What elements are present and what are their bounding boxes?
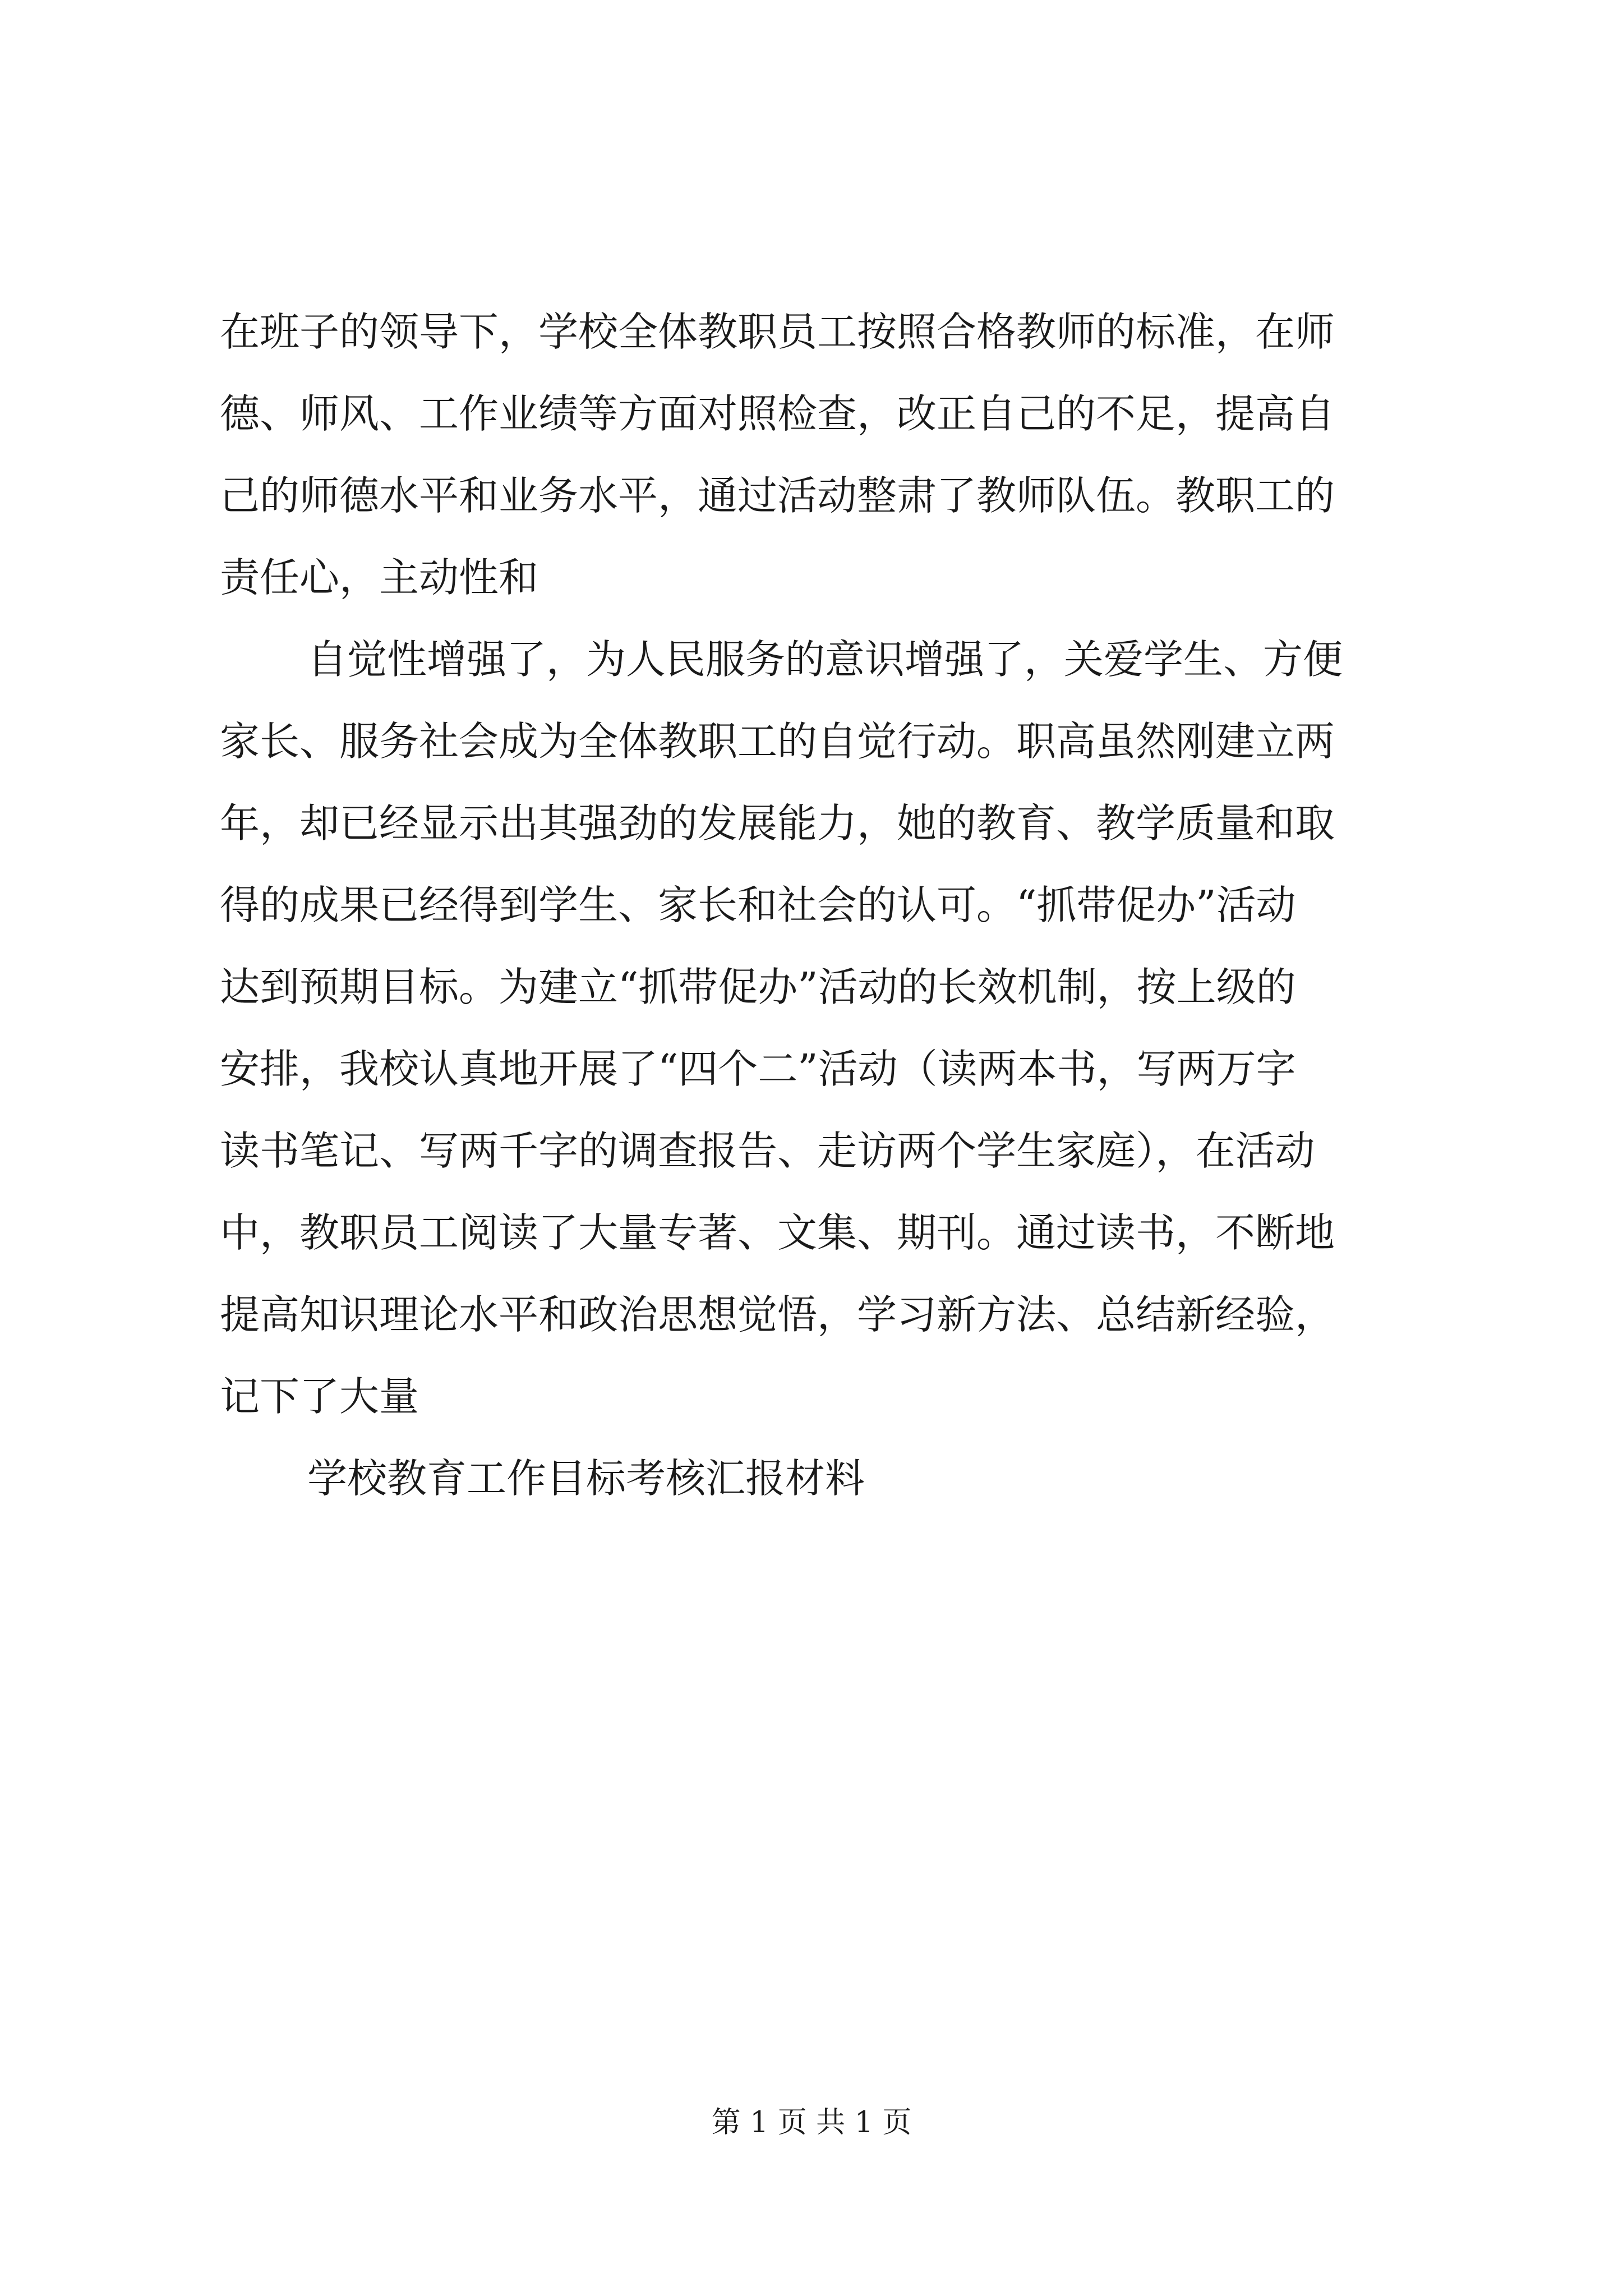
paragraph-line: 中，教职员工阅读了大量专著、文集、期刊。通过读书，不断地 <box>220 1209 1335 1256</box>
paragraph-line: 德、师风、工作业绩等方面对照检查，改正自己的不足，提高自 <box>220 390 1335 437</box>
paragraph-line: 安排，我校认真地开展了“四个二”活动（读两本书，写两万字 <box>220 1046 1296 1092</box>
paragraph-line: 读书笔记、写两千字的调查报告、走访两个学生家庭），在活动 <box>220 1128 1315 1174</box>
paragraph-line: 己的师德水平和业务水平，通过活动整肃了教师队伍。教职工的 <box>220 472 1335 519</box>
paragraph-line: 自觉性增强了，为人民服务的意识增强了，关爱学生、方便 <box>307 636 1343 683</box>
document-heading: 学校教育工作目标考核汇报材料 <box>307 1455 865 1502</box>
paragraph-line: 责任心，主动性和 <box>220 554 539 601</box>
paragraph-line: 得的成果已经得到学生、家长和社会的认可。“抓带促办”活动 <box>220 882 1296 928</box>
paragraph-line: 提高知识理论水平和政治思想觉悟，学习新方法、总结新经验， <box>220 1291 1335 1338</box>
paragraph-line: 在班子的领导下，学校全体教职员工按照合格教师的标准，在师 <box>220 309 1335 355</box>
paragraph-line: 家长、服务社会成为全体教职工的自觉行动。职高虽然刚建立两 <box>220 718 1335 765</box>
page-footer: 第 1 页 共 1 页 <box>711 2106 912 2139</box>
paragraph-line: 记下了大量 <box>220 1373 419 1420</box>
paragraph-line: 年，却已经显示出其强劲的发展能力，她的教育、教学质量和取 <box>220 800 1335 846</box>
paragraph-line: 达到预期目标。为建立“抓带促办”活动的长效机制，按上级的 <box>220 964 1296 1010</box>
